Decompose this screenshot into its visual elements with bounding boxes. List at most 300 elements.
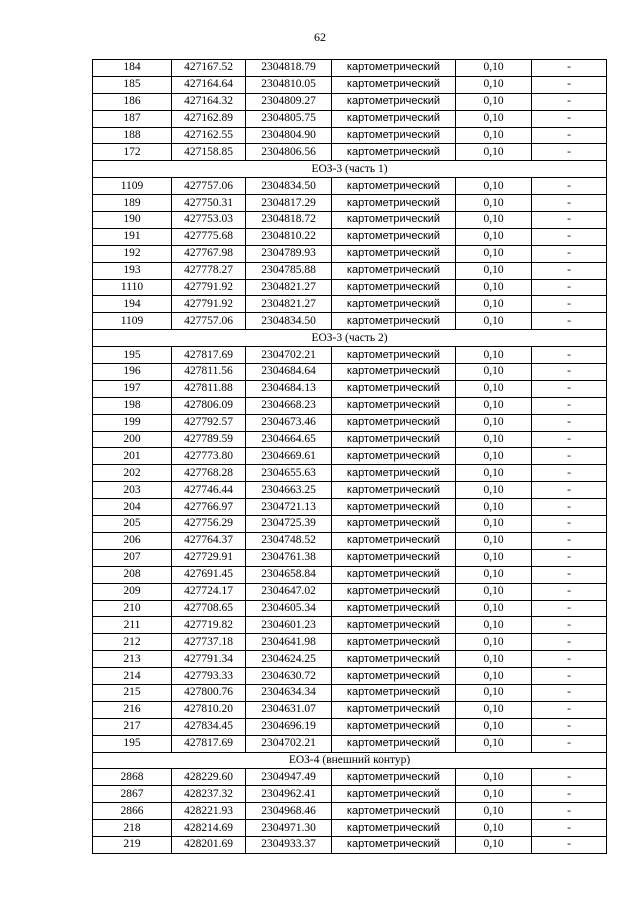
x-coordinate-cell: 427810.20: [172, 701, 246, 718]
accuracy-cell: 0,10: [456, 718, 532, 735]
y-coordinate-cell: 2304658.84: [246, 566, 332, 583]
table-row: [93, 110, 607, 127]
x-coordinate-cell: 427791.34: [172, 651, 246, 668]
table-row: [93, 820, 607, 837]
description-cell: -: [532, 245, 607, 262]
method-cell: картометрический: [332, 786, 456, 803]
method-cell: картометрический: [332, 296, 456, 313]
accuracy-cell: 0,10: [456, 431, 532, 448]
y-coordinate-cell: 2304805.75: [246, 110, 332, 127]
x-coordinate-cell: 427768.28: [172, 465, 246, 482]
point-number-cell: 185: [93, 76, 172, 93]
y-coordinate-cell: 2304968.46: [246, 803, 332, 820]
x-coordinate-cell: 427164.64: [172, 76, 246, 93]
x-coordinate-cell: 427756.29: [172, 516, 246, 533]
table-row: [93, 414, 607, 431]
description-cell: -: [532, 228, 607, 245]
point-number-cell: 187: [93, 110, 172, 127]
y-coordinate-cell: 2304631.07: [246, 701, 332, 718]
x-coordinate-cell: 428201.69: [172, 836, 246, 853]
x-coordinate-cell: 427800.76: [172, 684, 246, 701]
point-number-cell: 188: [93, 127, 172, 144]
table-row: [93, 228, 607, 245]
method-cell: картометрический: [332, 499, 456, 516]
description-cell: -: [532, 786, 607, 803]
description-cell: -: [532, 76, 607, 93]
point-number-cell: 195: [93, 735, 172, 752]
accuracy-cell: 0,10: [456, 820, 532, 837]
x-coordinate-cell: 427753.03: [172, 212, 246, 229]
point-number-cell: 191: [93, 228, 172, 245]
y-coordinate-cell: 2304601.23: [246, 617, 332, 634]
section-header-row: [93, 752, 607, 769]
table-row: [93, 769, 607, 786]
table-row: [93, 93, 607, 110]
table-row: [93, 296, 607, 313]
y-coordinate-cell: 2304806.56: [246, 144, 332, 161]
table-row: [93, 786, 607, 803]
point-number-cell: 192: [93, 245, 172, 262]
table-row: [93, 465, 607, 482]
table-row: [93, 195, 607, 212]
y-coordinate-cell: 2304668.23: [246, 397, 332, 414]
method-cell: картометрический: [332, 228, 456, 245]
method-cell: картометрический: [332, 93, 456, 110]
table-row: [93, 364, 607, 381]
y-coordinate-cell: 2304634.34: [246, 684, 332, 701]
description-cell: -: [532, 583, 607, 600]
table-row: [93, 347, 607, 364]
description-cell: -: [532, 701, 607, 718]
table-row: [93, 836, 607, 853]
point-number-cell: 172: [93, 144, 172, 161]
accuracy-cell: 0,10: [456, 786, 532, 803]
description-cell: -: [532, 380, 607, 397]
description-cell: -: [532, 651, 607, 668]
description-cell: -: [532, 836, 607, 853]
y-coordinate-cell: 2304641.98: [246, 634, 332, 651]
point-number-cell: 207: [93, 549, 172, 566]
method-cell: картометрический: [332, 465, 456, 482]
table-row: [93, 499, 607, 516]
description-cell: -: [532, 549, 607, 566]
accuracy-cell: 0,10: [456, 600, 532, 617]
x-coordinate-cell: 427164.32: [172, 93, 246, 110]
accuracy-cell: 0,10: [456, 144, 532, 161]
point-number-cell: 196: [93, 364, 172, 381]
x-coordinate-cell: 427764.37: [172, 532, 246, 549]
x-coordinate-cell: 427691.45: [172, 566, 246, 583]
description-cell: -: [532, 566, 607, 583]
accuracy-cell: 0,10: [456, 651, 532, 668]
accuracy-cell: 0,10: [456, 245, 532, 262]
table-row: [93, 532, 607, 549]
accuracy-cell: 0,10: [456, 110, 532, 127]
point-number-cell: 186: [93, 93, 172, 110]
y-coordinate-cell: 2304947.49: [246, 769, 332, 786]
x-coordinate-cell: 427158.85: [172, 144, 246, 161]
point-number-cell: 198: [93, 397, 172, 414]
table-row: [93, 701, 607, 718]
method-cell: картометрический: [332, 279, 456, 296]
y-coordinate-cell: 2304663.25: [246, 482, 332, 499]
point-number-cell: 208: [93, 566, 172, 583]
y-coordinate-cell: 2304821.27: [246, 296, 332, 313]
method-cell: картометрический: [332, 583, 456, 600]
point-number-cell: 201: [93, 448, 172, 465]
point-number-cell: 210: [93, 600, 172, 617]
x-coordinate-cell: 427737.18: [172, 634, 246, 651]
accuracy-cell: 0,10: [456, 549, 532, 566]
x-coordinate-cell: 427719.82: [172, 617, 246, 634]
accuracy-cell: 0,10: [456, 60, 532, 77]
method-cell: картометрический: [332, 820, 456, 837]
y-coordinate-cell: 2304761.38: [246, 549, 332, 566]
description-cell: -: [532, 431, 607, 448]
x-coordinate-cell: 428214.69: [172, 820, 246, 837]
method-cell: картометрический: [332, 549, 456, 566]
point-number-cell: 213: [93, 651, 172, 668]
table-row: [93, 313, 607, 330]
x-coordinate-cell: 427162.89: [172, 110, 246, 127]
point-number-cell: 1110: [93, 279, 172, 296]
description-cell: -: [532, 617, 607, 634]
y-coordinate-cell: 2304696.19: [246, 718, 332, 735]
description-cell: -: [532, 296, 607, 313]
y-coordinate-cell: 2304810.22: [246, 228, 332, 245]
x-coordinate-cell: 427757.06: [172, 178, 246, 195]
x-coordinate-cell: 427773.80: [172, 448, 246, 465]
x-coordinate-cell: 427791.92: [172, 296, 246, 313]
accuracy-cell: 0,10: [456, 803, 532, 820]
accuracy-cell: 0,10: [456, 313, 532, 330]
point-number-cell: 193: [93, 262, 172, 279]
method-cell: картометрический: [332, 651, 456, 668]
description-cell: -: [532, 499, 607, 516]
description-cell: -: [532, 313, 607, 330]
point-number-cell: 215: [93, 684, 172, 701]
point-number-cell: 1109: [93, 178, 172, 195]
method-cell: картометрический: [332, 836, 456, 853]
accuracy-cell: 0,10: [456, 127, 532, 144]
table-row: [93, 245, 607, 262]
point-number-cell: 211: [93, 617, 172, 634]
description-cell: -: [532, 110, 607, 127]
y-coordinate-cell: 2304789.93: [246, 245, 332, 262]
description-cell: -: [532, 262, 607, 279]
point-number-cell: 2866: [93, 803, 172, 820]
point-number-cell: 2868: [93, 769, 172, 786]
point-number-cell: 209: [93, 583, 172, 600]
table-row: [93, 397, 607, 414]
method-cell: картометрический: [332, 718, 456, 735]
table-row: [93, 431, 607, 448]
description-cell: -: [532, 144, 607, 161]
point-number-cell: 184: [93, 60, 172, 77]
accuracy-cell: 0,10: [456, 532, 532, 549]
method-cell: картометрический: [332, 684, 456, 701]
table-row: [93, 127, 607, 144]
accuracy-cell: 0,10: [456, 414, 532, 431]
accuracy-cell: 0,10: [456, 347, 532, 364]
accuracy-cell: 0,10: [456, 634, 532, 651]
accuracy-cell: 0,10: [456, 296, 532, 313]
x-coordinate-cell: 427834.45: [172, 718, 246, 735]
x-coordinate-cell: 427746.44: [172, 482, 246, 499]
y-coordinate-cell: 2304655.63: [246, 465, 332, 482]
point-number-cell: 1109: [93, 313, 172, 330]
y-coordinate-cell: 2304702.21: [246, 735, 332, 752]
table-row: [93, 76, 607, 93]
method-cell: картометрический: [332, 566, 456, 583]
description-cell: -: [532, 347, 607, 364]
description-cell: -: [532, 212, 607, 229]
method-cell: картометрический: [332, 60, 456, 77]
accuracy-cell: 0,10: [456, 195, 532, 212]
y-coordinate-cell: 2304684.13: [246, 380, 332, 397]
section-header-row: [93, 330, 607, 347]
x-coordinate-cell: 427793.33: [172, 668, 246, 685]
x-coordinate-cell: 427162.55: [172, 127, 246, 144]
point-number-cell: 200: [93, 431, 172, 448]
y-coordinate-cell: 2304809.27: [246, 93, 332, 110]
point-number-cell: 190: [93, 212, 172, 229]
description-cell: -: [532, 634, 607, 651]
y-coordinate-cell: 2304624.25: [246, 651, 332, 668]
accuracy-cell: 0,10: [456, 516, 532, 533]
point-number-cell: 195: [93, 347, 172, 364]
y-coordinate-cell: 2304785.88: [246, 262, 332, 279]
method-cell: картометрический: [332, 431, 456, 448]
x-coordinate-cell: 427766.97: [172, 499, 246, 516]
point-number-cell: 204: [93, 499, 172, 516]
method-cell: картометрический: [332, 178, 456, 195]
y-coordinate-cell: 2304818.79: [246, 60, 332, 77]
y-coordinate-cell: 2304810.05: [246, 76, 332, 93]
section-title: ЕОЗ-3 (часть 2): [93, 330, 607, 347]
accuracy-cell: 0,10: [456, 279, 532, 296]
x-coordinate-cell: 427806.09: [172, 397, 246, 414]
table-row: [93, 212, 607, 229]
table-row: [93, 549, 607, 566]
method-cell: картометрический: [332, 110, 456, 127]
table-row: [93, 448, 607, 465]
point-number-cell: 219: [93, 836, 172, 853]
accuracy-cell: 0,10: [456, 836, 532, 853]
y-coordinate-cell: 2304834.50: [246, 313, 332, 330]
point-number-cell: 203: [93, 482, 172, 499]
description-cell: -: [532, 195, 607, 212]
description-cell: -: [532, 127, 607, 144]
x-coordinate-cell: 427757.06: [172, 313, 246, 330]
method-cell: картометрический: [332, 634, 456, 651]
description-cell: -: [532, 718, 607, 735]
table-row: [93, 279, 607, 296]
x-coordinate-cell: 427767.98: [172, 245, 246, 262]
coordinates-table-body: [93, 60, 607, 854]
accuracy-cell: 0,10: [456, 769, 532, 786]
x-coordinate-cell: 427167.52: [172, 60, 246, 77]
accuracy-cell: 0,10: [456, 76, 532, 93]
method-cell: картометрический: [332, 482, 456, 499]
description-cell: -: [532, 448, 607, 465]
description-cell: -: [532, 60, 607, 77]
table-row: [93, 684, 607, 701]
table-row: [93, 617, 607, 634]
y-coordinate-cell: 2304821.27: [246, 279, 332, 296]
method-cell: картометрический: [332, 127, 456, 144]
y-coordinate-cell: 2304721.13: [246, 499, 332, 516]
point-number-cell: 206: [93, 532, 172, 549]
table-row: [93, 262, 607, 279]
method-cell: картометрический: [332, 516, 456, 533]
point-number-cell: 217: [93, 718, 172, 735]
accuracy-cell: 0,10: [456, 93, 532, 110]
x-coordinate-cell: 427811.88: [172, 380, 246, 397]
point-number-cell: 216: [93, 701, 172, 718]
x-coordinate-cell: 427817.69: [172, 347, 246, 364]
point-number-cell: 218: [93, 820, 172, 837]
accuracy-cell: 0,10: [456, 617, 532, 634]
x-coordinate-cell: 428237.32: [172, 786, 246, 803]
description-cell: -: [532, 397, 607, 414]
method-cell: картометрический: [332, 380, 456, 397]
table-row: [93, 60, 607, 77]
y-coordinate-cell: 2304834.50: [246, 178, 332, 195]
description-cell: -: [532, 482, 607, 499]
section-title: ЕОЗ-3 (часть 1): [93, 161, 607, 178]
accuracy-cell: 0,10: [456, 178, 532, 195]
method-cell: картометрический: [332, 144, 456, 161]
x-coordinate-cell: 428229.60: [172, 769, 246, 786]
point-number-cell: 197: [93, 380, 172, 397]
method-cell: картометрический: [332, 701, 456, 718]
y-coordinate-cell: 2304684.64: [246, 364, 332, 381]
table-row: [93, 735, 607, 752]
x-coordinate-cell: 427729.91: [172, 549, 246, 566]
table-row: [93, 516, 607, 533]
method-cell: картометрический: [332, 262, 456, 279]
x-coordinate-cell: 428221.93: [172, 803, 246, 820]
accuracy-cell: 0,10: [456, 380, 532, 397]
accuracy-cell: 0,10: [456, 701, 532, 718]
y-coordinate-cell: 2304725.39: [246, 516, 332, 533]
y-coordinate-cell: 2304818.72: [246, 212, 332, 229]
y-coordinate-cell: 2304804.90: [246, 127, 332, 144]
method-cell: картометрический: [332, 414, 456, 431]
accuracy-cell: 0,10: [456, 448, 532, 465]
method-cell: картометрический: [332, 313, 456, 330]
x-coordinate-cell: 427750.31: [172, 195, 246, 212]
table-row: [93, 178, 607, 195]
table-row: [93, 144, 607, 161]
point-number-cell: 214: [93, 668, 172, 685]
accuracy-cell: 0,10: [456, 583, 532, 600]
coordinates-table: [92, 59, 607, 854]
method-cell: картометрический: [332, 245, 456, 262]
x-coordinate-cell: 427817.69: [172, 735, 246, 752]
accuracy-cell: 0,10: [456, 482, 532, 499]
accuracy-cell: 0,10: [456, 668, 532, 685]
description-cell: -: [532, 364, 607, 381]
table-row: [93, 718, 607, 735]
description-cell: -: [532, 600, 607, 617]
table-row: [93, 583, 607, 600]
accuracy-cell: 0,10: [456, 364, 532, 381]
point-number-cell: 205: [93, 516, 172, 533]
table-row: [93, 482, 607, 499]
description-cell: -: [532, 93, 607, 110]
y-coordinate-cell: 2304748.52: [246, 532, 332, 549]
description-cell: -: [532, 465, 607, 482]
point-number-cell: 202: [93, 465, 172, 482]
x-coordinate-cell: 427792.57: [172, 414, 246, 431]
accuracy-cell: 0,10: [456, 499, 532, 516]
table-row: [93, 668, 607, 685]
x-coordinate-cell: 427724.17: [172, 583, 246, 600]
y-coordinate-cell: 2304673.46: [246, 414, 332, 431]
point-number-cell: 212: [93, 634, 172, 651]
y-coordinate-cell: 2304605.34: [246, 600, 332, 617]
x-coordinate-cell: 427791.92: [172, 279, 246, 296]
x-coordinate-cell: 427775.68: [172, 228, 246, 245]
description-cell: -: [532, 820, 607, 837]
method-cell: картометрический: [332, 803, 456, 820]
accuracy-cell: 0,10: [456, 212, 532, 229]
method-cell: картометрический: [332, 347, 456, 364]
accuracy-cell: 0,10: [456, 397, 532, 414]
accuracy-cell: 0,10: [456, 684, 532, 701]
x-coordinate-cell: 427778.27: [172, 262, 246, 279]
y-coordinate-cell: 2304962.41: [246, 786, 332, 803]
section-header-row: [93, 161, 607, 178]
description-cell: -: [532, 178, 607, 195]
x-coordinate-cell: 427811.56: [172, 364, 246, 381]
point-number-cell: 2867: [93, 786, 172, 803]
y-coordinate-cell: 2304630.72: [246, 668, 332, 685]
accuracy-cell: 0,10: [456, 735, 532, 752]
method-cell: картометрический: [332, 448, 456, 465]
method-cell: картометрический: [332, 668, 456, 685]
description-cell: -: [532, 684, 607, 701]
point-number-cell: 189: [93, 195, 172, 212]
method-cell: картометрический: [332, 397, 456, 414]
y-coordinate-cell: 2304971.30: [246, 820, 332, 837]
y-coordinate-cell: 2304817.29: [246, 195, 332, 212]
description-cell: -: [532, 668, 607, 685]
x-coordinate-cell: 427789.59: [172, 431, 246, 448]
accuracy-cell: 0,10: [456, 465, 532, 482]
y-coordinate-cell: 2304669.61: [246, 448, 332, 465]
method-cell: картометрический: [332, 532, 456, 549]
point-number-cell: 194: [93, 296, 172, 313]
y-coordinate-cell: 2304702.21: [246, 347, 332, 364]
section-title: ЕОЗ-4 (внешний контур): [93, 752, 607, 769]
accuracy-cell: 0,10: [456, 228, 532, 245]
accuracy-cell: 0,10: [456, 262, 532, 279]
table-row: [93, 600, 607, 617]
accuracy-cell: 0,10: [456, 566, 532, 583]
method-cell: картометрический: [332, 735, 456, 752]
table-row: [93, 651, 607, 668]
description-cell: -: [532, 532, 607, 549]
description-cell: -: [532, 769, 607, 786]
description-cell: -: [532, 414, 607, 431]
y-coordinate-cell: 2304664.65: [246, 431, 332, 448]
method-cell: картометрический: [332, 364, 456, 381]
method-cell: картометрический: [332, 76, 456, 93]
description-cell: -: [532, 803, 607, 820]
